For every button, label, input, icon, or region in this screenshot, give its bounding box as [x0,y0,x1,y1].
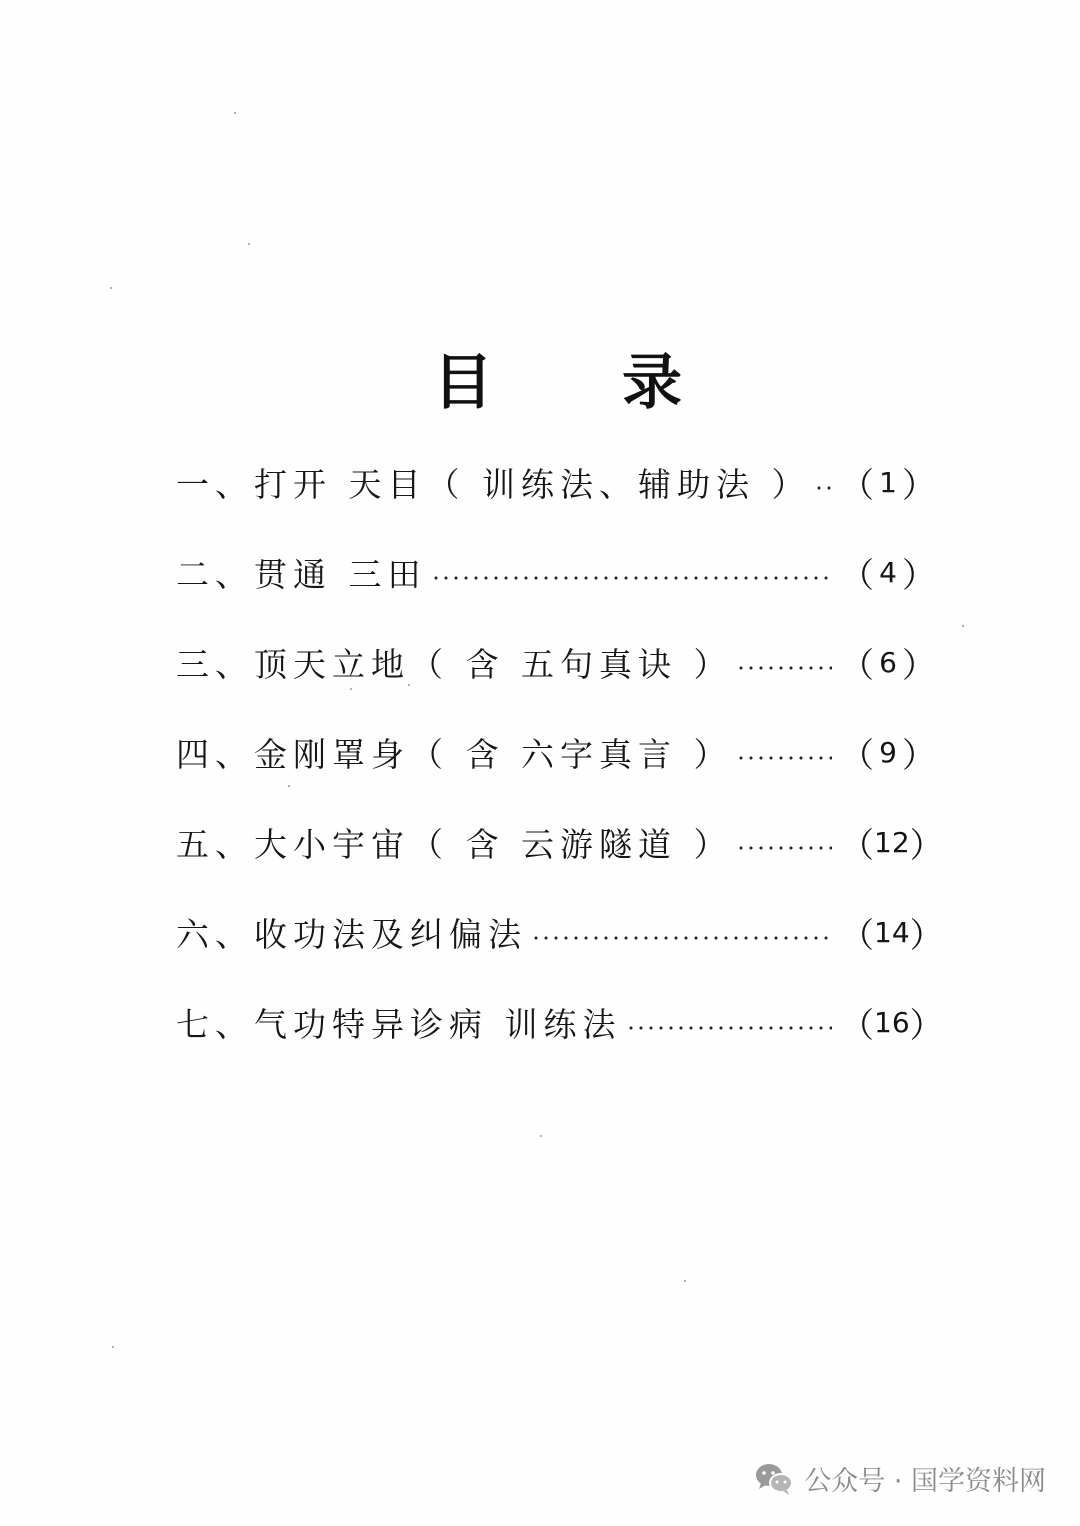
close-paren: ） [902,735,936,776]
close-paren: ） [902,465,936,506]
open-paren: （ [840,735,874,776]
dot-leader [736,666,832,670]
toc-entry[interactable] [176,797,944,887]
dot-leader [626,1026,833,1030]
toc-entry-label: 一、打开 天目（ 训练法、辅助法 ） [176,464,811,504]
scan-speck [112,1346,114,1348]
toc-entry[interactable] [176,977,944,1067]
watermark [754,1459,1046,1498]
scan-speck [248,243,250,245]
open-paren: （ [840,465,874,506]
toc-entry[interactable] [176,707,936,797]
toc-page-number: 14 [874,915,910,949]
open-paren: （ [840,1005,874,1046]
toc-page-ref [840,638,936,687]
open-paren: （ [840,915,874,956]
close-paren: ） [902,555,936,596]
wechat-icon [754,1462,794,1496]
toc-page-number: 6 [879,645,897,679]
scan-speck [962,625,964,627]
toc-entry[interactable] [176,887,944,977]
toc-entry-label: 六、收功法及纠偏法 [176,914,527,954]
scan-speck [540,1135,542,1137]
toc-entry-label: 七、气功特异诊病 训练法 [176,1004,622,1044]
toc-entry-label: 五、大小宇宙（ 含 云游隧道 ） [176,824,733,864]
page-title [0,345,1080,425]
table-of-contents [176,437,944,1067]
toc-entry[interactable] [176,617,936,707]
toc-page-number: 4 [879,555,897,589]
toc-page-ref [840,458,936,507]
toc-page-number: 16 [874,1005,910,1039]
close-paren: ） [909,1005,944,1046]
open-paren: （ [840,825,874,866]
toc-page-ref [840,998,944,1047]
open-paren: （ [840,555,874,596]
title-char: 录 [622,348,682,418]
watermark-text: 公众号 · 国学资料网 [804,1466,1046,1497]
dot-leader [736,756,832,760]
scan-speck [234,112,236,114]
scan-speck [684,1280,686,1282]
close-paren: ） [909,915,944,956]
dot-leader [736,846,832,850]
scan-speck [110,287,112,289]
close-paren: ） [909,825,944,866]
toc-page-number: 9 [879,735,897,769]
dot-leader [531,936,832,940]
dot-leader [814,486,832,490]
toc-entry-label: 二、贯通 三田 [176,554,427,594]
toc-page-number: 1 [879,465,897,499]
toc-page-ref [840,548,936,597]
close-paren: ） [902,645,936,686]
toc-page-number: 12 [874,825,910,859]
title-char: 目 [433,348,493,418]
open-paren: （ [840,645,874,686]
toc-page-ref [840,818,944,867]
toc-entry[interactable] [176,437,936,527]
toc-entry[interactable] [176,527,936,617]
toc-entry-label: 三、顶天立地（ 含 五句真诀 ） [176,644,733,684]
toc-entry-label: 四、金刚罩身（ 含 六字真言 ） [176,734,733,774]
toc-page-ref [840,728,936,777]
dot-leader [431,576,833,580]
toc-page-ref [840,908,944,957]
